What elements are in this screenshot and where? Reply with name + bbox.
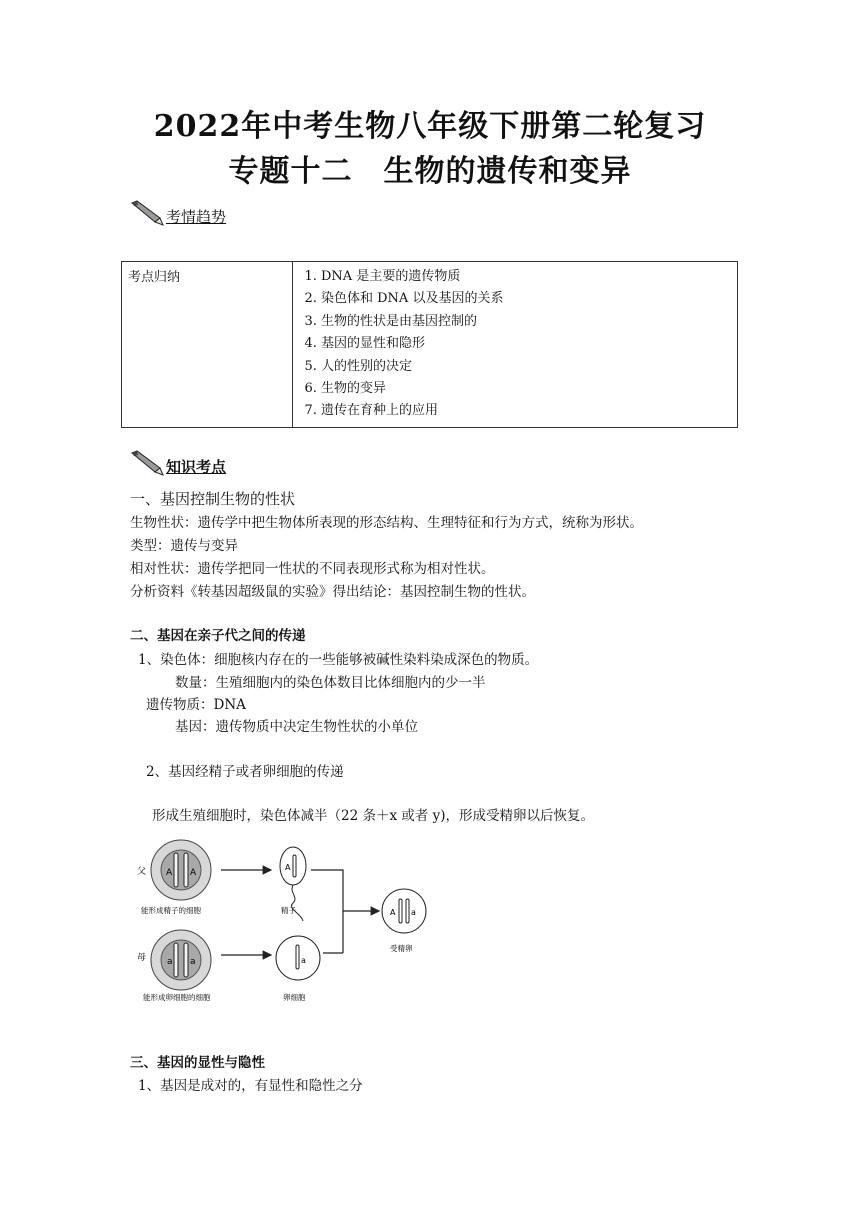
zygote-label: 受精卵 [390,944,413,953]
chromosome [399,899,402,923]
chromosome [293,855,296,877]
sperm-label: 精子 [281,906,296,915]
list-item: 3. 生物的性状是由基因控制的 [321,311,731,333]
exam-points-list [299,266,731,423]
chromosome [296,945,299,969]
section-label: 考情趋势 [166,208,227,226]
sperm-tail [292,885,303,921]
section-label: 知识考点 [166,458,227,476]
pencil-icon [130,450,164,476]
list-item: 7. 遗传在育种上的应用 [321,400,731,422]
part3-heading: 三、基因的显性与隐性 [130,1055,265,1071]
chromosome [406,899,409,923]
table-left-cell: 考点归纳 [122,262,293,428]
cell-sperm-label: 能形成精子的细胞 [141,906,201,915]
paragraph-line: 遗传物质：DNA [146,697,246,713]
chromosome [174,943,178,977]
pencil-icon [130,200,164,226]
list-item: 1. DNA 是主要的遗传物质 [321,266,731,288]
list-item: 6. 生物的变异 [321,378,731,400]
part1-heading: 一、基因控制生物的性状 [130,490,296,508]
gene-label: a [411,908,416,917]
connector-line [311,870,343,953]
mother-label: 母 [137,953,147,963]
section-knowledge-points [130,450,226,476]
gene-label: a [167,957,173,967]
list-item: 2. 染色体和 DNA 以及基因的关系 [321,288,731,310]
document-title-line2: 专题十二 生物的遗传和变异 [228,154,632,189]
chromosome [184,853,188,887]
chromosome [174,853,178,887]
father-label: 父 [137,867,147,877]
list-item: 4. 基因的显性和隐形 [321,333,731,355]
gene-label: A [285,863,291,872]
paragraph-line: 形成生殖细胞时，染色体减半（22 条＋x 或者 y)，形成受精卵以后恢复。 [152,808,595,824]
document-title-line1: 2022年中考生物八年级下册第二轮复习 [153,109,707,144]
paragraph-line: 1、染色体：细胞核内存在的一些能够被碱性染料染成深色的物质。 [138,652,539,668]
subsection-heading: 2、基因经精子或者卵细胞的传递 [146,764,344,780]
paragraph-line: 分析资料《转基因超级鼠的实验》得出结论：基因控制生物的性状。 [130,584,535,600]
paragraph-line: 生物性状：遗传学中把生物体所表现的形态结构、生理特征和行为方式，统称为形状。 [130,515,643,531]
list-item: 5. 人的性别的决定 [321,356,731,378]
gene-label: a [190,957,196,967]
gene-label: a [301,956,306,965]
table-right-cell [293,262,738,428]
part2-heading: 二、基因在亲子代之间的传递 [130,628,306,644]
gene-label: A [190,868,197,878]
zygote-cell [382,889,426,933]
chromosome [184,943,188,977]
egg-label: 卵细胞 [283,993,306,1002]
paragraph-line: 类型：遗传与变异 [130,538,238,554]
paragraph-line: 相对性状：遗传学把同一性状的不同表现形式称为相对性状。 [130,561,495,577]
paragraph-line: 基因：遗传物质中决定生物性状的小单位 [175,719,418,735]
exam-points-table [121,261,738,428]
gene-transmission-diagram [131,835,431,1007]
gene-label: A [166,868,173,878]
cell-egg-label: 能形成卵细胞的细胞 [143,993,211,1002]
section-exam-trend [130,200,226,226]
paragraph-line: 1、基因是成对的，有显性和隐性之分 [138,1078,363,1094]
paragraph-line: 数量：生殖细胞内的染色体数目比体细胞内的少一半 [175,675,486,691]
gene-label: A [390,908,396,917]
